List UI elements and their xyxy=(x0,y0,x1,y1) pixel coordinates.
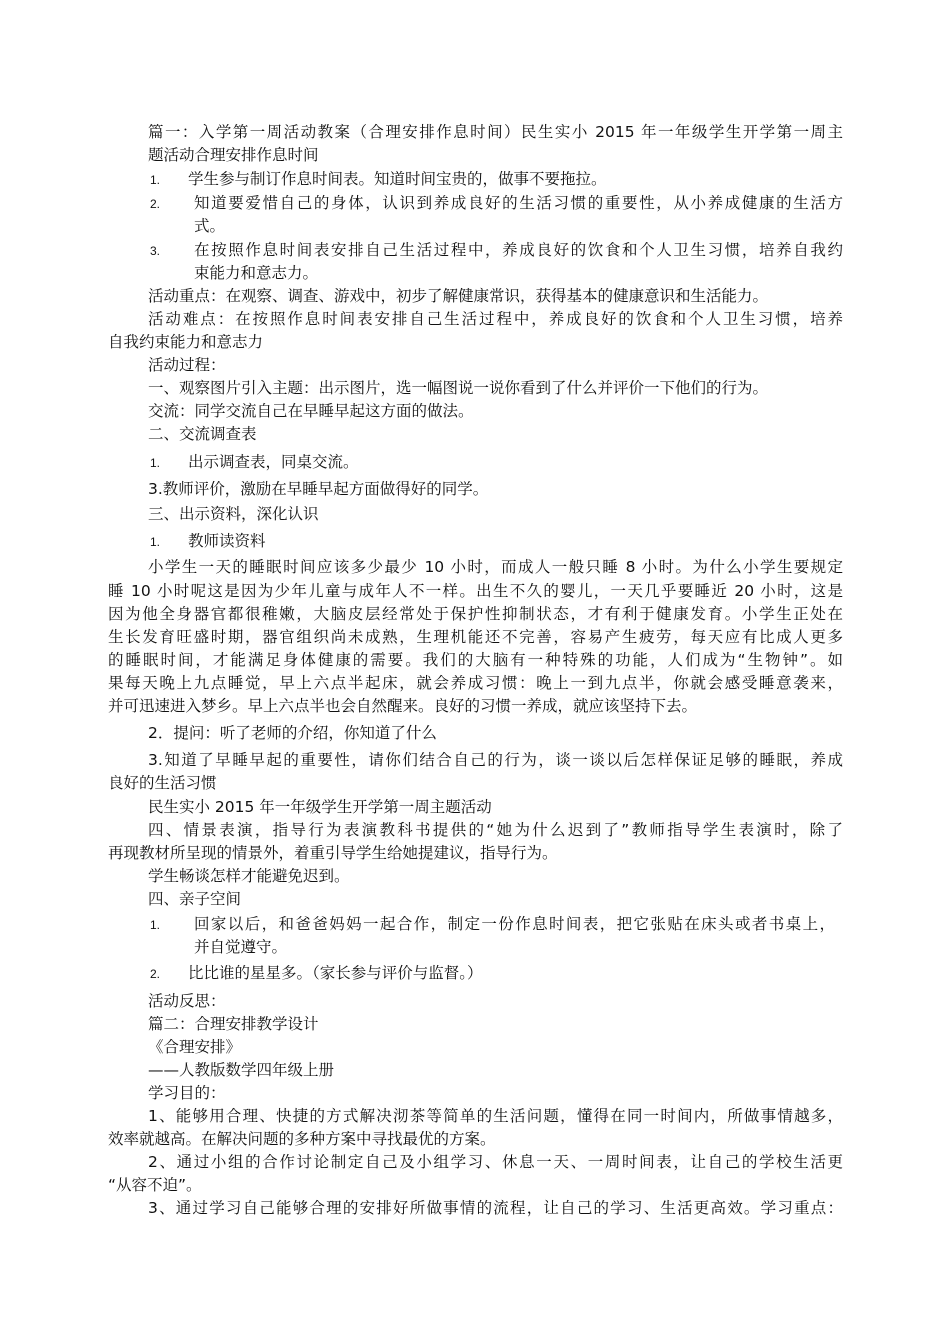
exchange: 交流：同学交流自己在早睡早起这方面的做法。 xyxy=(148,402,474,420)
objectives-heading: 学习目的： xyxy=(148,1084,226,1102)
goal-1-text: 学生参与制订作息时间表。知道时间宝贵的，做事不要拖拉。 xyxy=(188,170,607,188)
objective-3-line-1: 3、通过学习自己能够合理的安排好所做事情的流程，让自己的学习、生活更高效。学习重点： xyxy=(148,1199,843,1217)
book-subtitle: ——人教版数学四年级上册 xyxy=(148,1061,335,1079)
step-2-item-1-number: 1. xyxy=(150,456,161,470)
parent-item-1-line-2: 并自觉遵守。 xyxy=(194,938,288,956)
reading-paragraph-line-3: 因为他全身器官都很稚嫩，大脑皮层经常处于保护性抑制状态，才有利于健康发育。小学生正处在 xyxy=(108,605,843,623)
doc-title-line-2: 题活动合理安排作息时间 xyxy=(148,146,319,164)
parent-item-1-line-1: 回家以后，和爸爸妈妈一起合作，制定一份作息时间表，把它张贴在床头或者书桌上， xyxy=(194,915,835,933)
parent-child-heading: 四、亲子空间 xyxy=(148,890,242,908)
parent-item-2-number: 2. xyxy=(150,967,161,981)
objective-2-line-2: “从容不迫”。 xyxy=(108,1176,202,1194)
reading-paragraph-line-6: 果每天晚上九点睡觉，早上六点半起床，就会养成习惯：晚上一到九点半，你就会感受睡意袭来， xyxy=(108,674,843,692)
step-3-item-1-number: 1. xyxy=(150,535,161,549)
reading-paragraph-line-1: 小学生一天的睡眠时间应该多少最少 10 小时，而成人一般只睡 8 小时。为什么小学生要规定 xyxy=(148,558,843,576)
objective-1-line-1: 1、能够用合理、快捷的方式解决沏茶等简单的生活问题，懂得在同一时间内，所做事情越多， xyxy=(148,1107,843,1125)
question-2: 2．提问：听了老师的介绍，你知道了什么 xyxy=(148,724,437,742)
reading-paragraph-line-4: 生长发育旺盛时期，器官组织尚未成熟，生理机能还不完善，容易产生疲劳，每天应有比成人更多 xyxy=(108,628,843,646)
doc-title-line-1: 篇一：入学第一周活动教案（合理安排作息时间）民生实小 2015 年一年级学生开学第一周主 xyxy=(148,123,843,141)
question-3-line-1: 3.知道了早睡早起的重要性，请你们结合自己的行为，谈一谈以后怎样保证足够的睡眠，养成 xyxy=(148,751,843,769)
step-2-heading: 二、交流调查表 xyxy=(148,425,257,443)
objective-2-line-1: 2、通过小组的合作讨论制定自己及小组学习、休息一天、一周时间表，让自己的学校生活更 xyxy=(148,1153,843,1171)
goal-1-number: 1. xyxy=(150,173,161,187)
step-2-item-1: 出示调查表，同桌交流。 xyxy=(188,453,359,471)
step-3-item-1: 教师读资料 xyxy=(188,532,266,550)
reflection-heading: 活动反思： xyxy=(148,992,226,1010)
talk-line: 学生畅谈怎样才能避免迟到。 xyxy=(148,867,350,885)
book-title: 《合理安排》 xyxy=(148,1038,242,1056)
goal-2-line-2: 式。 xyxy=(194,217,226,235)
reading-paragraph-line-5: 的睡眠时间，才能满足身体健康的需要。我们的大脑有一种特殊的功能，人们成为“生物钟”。如 xyxy=(108,651,843,669)
parent-item-2: 比比谁的星星多。（家长参与评价与监督。） xyxy=(188,964,483,982)
step-2-item-3: 3.教师评价，激励在早睡早起方面做得好的同学。 xyxy=(148,480,489,498)
step-4-line-2: 再现教材所呈现的情景外，着重引导学生给她提建议，指导行为。 xyxy=(108,844,558,862)
process-heading: 活动过程： xyxy=(148,356,226,374)
step-1: 一、观察图片引入主题：出示图片，选一幅图说一说你看到了什么并评价一下他们的行为。 xyxy=(148,379,769,397)
goal-3-line-2: 束能力和意志力。 xyxy=(194,264,319,282)
key-point: 活动重点：在观察、调查、游戏中，初步了解健康常识，获得基本的健康意识和生活能力。 xyxy=(148,287,769,305)
reading-paragraph-line-7: 并可迅速进入梦乡。早上六点半也会自然醒来。良好的习惯一养成，就应该坚持下去。 xyxy=(108,697,698,715)
objective-1-line-2: 效率就越高。在解决问题的多种方案中寻找最优的方案。 xyxy=(108,1130,496,1148)
goal-3-number: 3. xyxy=(150,244,161,258)
difficulty-line-1: 活动难点：在按照作息时间表安排自己生活过程中，养成良好的饮食和个人卫生习惯，培养 xyxy=(148,310,843,328)
school-activity-line: 民生实小 2015 年一年级学生开学第一周主题活动 xyxy=(148,798,492,816)
question-3-line-2: 良好的生活习惯 xyxy=(108,774,217,792)
step-4-line-1: 四、情景表演，指导行为表演教科书提供的“她为什么迟到了”教师指导学生表演时，除了 xyxy=(148,821,843,839)
reading-paragraph-line-2: 睡 10 小时呢这是因为少年儿童与成年人不一样。出生不久的婴儿，一天几乎要睡近 20 小时，这是 xyxy=(108,582,843,600)
difficulty-line-2: 自我约束能力和意志力 xyxy=(108,333,264,351)
goal-2-number: 2. xyxy=(150,197,161,211)
goal-2-line-1: 知道要爱惜自己的身体，认识到养成良好的生活习惯的重要性，从小养成健康的生活方 xyxy=(194,194,843,212)
step-3-heading: 三、出示资料，深化认识 xyxy=(148,505,319,523)
part-2-heading: 篇二：合理安排教学设计 xyxy=(148,1015,319,1033)
parent-item-1-number: 1. xyxy=(150,918,161,932)
goal-3-line-1: 在按照作息时间表安排自己生活过程中，养成良好的饮食和个人卫生习惯，培养自我约 xyxy=(194,241,843,259)
